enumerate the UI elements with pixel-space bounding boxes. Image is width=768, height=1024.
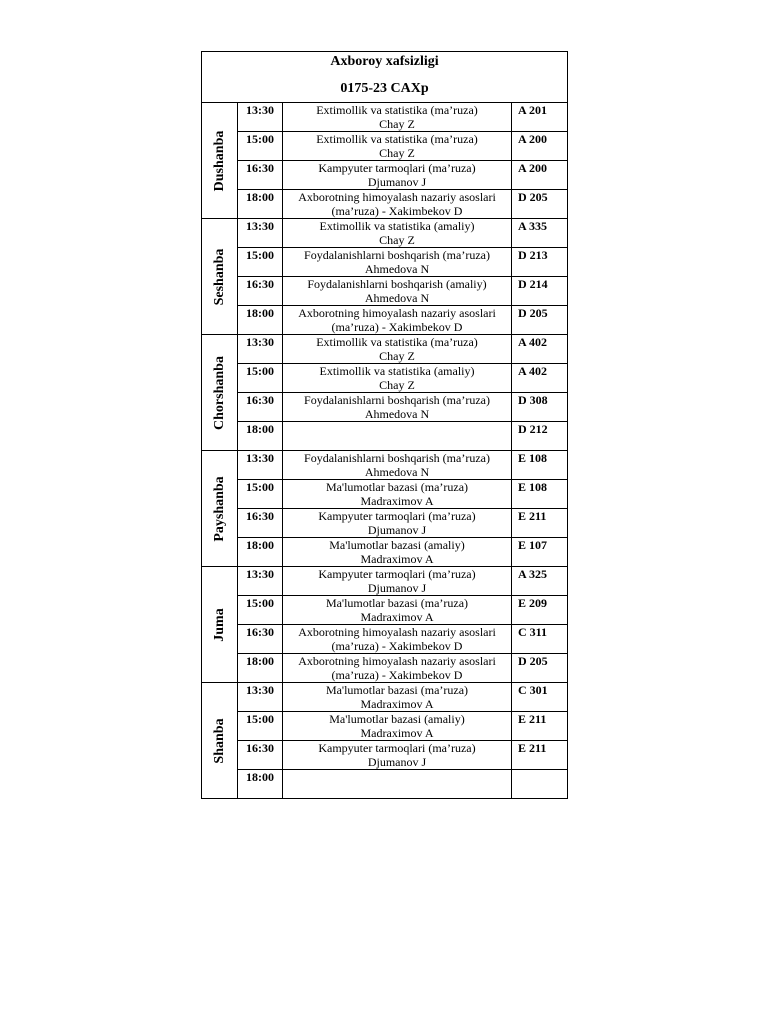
lesson-room: E 209 [512, 596, 568, 625]
lesson-teacher: Djumanov J [367, 754, 427, 769]
lesson-subject: Foydalanishlarni boshqarish (amaliy) [307, 277, 487, 291]
lesson-subject-cell [283, 306, 512, 335]
day-name: Payshanba [211, 475, 227, 542]
lesson-time: 18:00 [238, 538, 283, 567]
day-name: Chorshanba [211, 355, 227, 430]
lesson-subject-cell [283, 364, 512, 393]
lesson-row [202, 132, 568, 161]
lesson-room: E 108 [512, 480, 568, 509]
lesson-subject: Extimollik va statistika (amaliy) [319, 364, 475, 378]
lesson-row [202, 712, 568, 741]
lesson-subject: Axborotning himoyalash nazariy asoslari [298, 306, 496, 320]
lesson-subject: Foydalanishlarni boshqarish (ma’ruza) [304, 248, 490, 262]
lesson-subject-cell [283, 393, 512, 422]
lesson-subject-cell [283, 335, 512, 364]
day-name: Juma [211, 607, 227, 642]
lesson-teacher: Madraximov A [360, 493, 434, 508]
schedule-header [202, 52, 568, 103]
lesson-row [202, 596, 568, 625]
lesson-time: 13:30 [238, 219, 283, 248]
lesson-subject: Foydalanishlarni boshqarish (ma’ruza) [304, 393, 490, 407]
schedule-header-row [202, 52, 568, 103]
lesson-subject: Extimollik va statistika (ma’ruza) [316, 132, 478, 146]
lesson-room: A 200 [512, 132, 568, 161]
lesson-subject-cell [283, 770, 512, 799]
lesson-teacher: (ma’ruza) - Xakimbekov D [331, 638, 463, 653]
lesson-subject: Axborotning himoyalash nazariy asoslari [298, 625, 496, 639]
day-cell [202, 567, 238, 683]
lesson-subject: Foydalanishlarni boshqarish (ma’ruza) [304, 451, 490, 465]
lesson-time: 18:00 [238, 190, 283, 219]
lesson-subject-cell [283, 480, 512, 509]
lesson-time: 13:30 [238, 451, 283, 480]
lesson-room: E 211 [512, 741, 568, 770]
lesson-row [202, 683, 568, 712]
lesson-subject: Kampyuter tarmoqlari (ma’ruza) [318, 161, 476, 175]
lesson-room: D 205 [512, 306, 568, 335]
lesson-time: 15:00 [238, 364, 283, 393]
lesson-teacher: Djumanov J [367, 174, 427, 189]
lesson-teacher: Ahmedova N [364, 290, 430, 305]
lesson-subject: Extimollik va statistika (amaliy) [319, 219, 475, 233]
lesson-teacher: (ma’ruza) - Xakimbekov D [331, 667, 463, 682]
lesson-time: 16:30 [238, 277, 283, 306]
lesson-subject: Ma'lumotlar bazasi (amaliy) [329, 712, 465, 726]
schedule-table [201, 51, 568, 799]
lesson-subject: Ma'lumotlar bazasi (ma’ruza) [325, 596, 469, 610]
lesson-time: 18:00 [238, 422, 283, 451]
lesson-teacher: (ma’ruza) - Xakimbekov D [331, 319, 463, 334]
lesson-teacher: Madraximov A [360, 609, 434, 624]
lesson-subject-cell [283, 451, 512, 480]
lesson-room: C 311 [512, 625, 568, 654]
lesson-subject-cell [283, 567, 512, 596]
lesson-time: 15:00 [238, 596, 283, 625]
lesson-row [202, 103, 568, 132]
lesson-subject-cell [283, 741, 512, 770]
lesson-teacher: Chay Z [379, 377, 415, 392]
lesson-row [202, 190, 568, 219]
lesson-row [202, 364, 568, 393]
lesson-subject: Extimollik va statistika (ma’ruza) [316, 103, 478, 117]
schedule-title: Axboroy xafsizligi [330, 54, 439, 69]
lesson-row [202, 654, 568, 683]
lesson-subject: Ma'lumotlar bazasi (ma’ruza) [325, 480, 469, 494]
lesson-row [202, 451, 568, 480]
lesson-row [202, 306, 568, 335]
lesson-subject: Ma'lumotlar bazasi (amaliy) [329, 538, 465, 552]
lesson-teacher: Chay Z [379, 145, 415, 160]
lesson-subject: Axborotning himoyalash nazariy asoslari [298, 654, 496, 668]
lesson-teacher: Djumanov J [367, 580, 427, 595]
lesson-row [202, 480, 568, 509]
lesson-subject: Kampyuter tarmoqlari (ma’ruza) [318, 509, 476, 523]
lesson-time: 13:30 [238, 683, 283, 712]
lesson-room: E 107 [512, 538, 568, 567]
day-cell [202, 219, 238, 335]
lesson-subject-cell [283, 683, 512, 712]
lesson-subject-cell [283, 538, 512, 567]
lesson-teacher: Ahmedova N [364, 406, 430, 421]
lesson-room: D 205 [512, 190, 568, 219]
lesson-room: D 205 [512, 654, 568, 683]
lesson-subject-cell [283, 625, 512, 654]
lesson-row [202, 393, 568, 422]
lesson-room: E 211 [512, 712, 568, 741]
lesson-row [202, 422, 568, 451]
lesson-subject-cell [283, 103, 512, 132]
lesson-time: 18:00 [238, 654, 283, 683]
lesson-subject-cell [283, 422, 512, 451]
lesson-room: A 201 [512, 103, 568, 132]
lesson-row [202, 770, 568, 799]
lesson-room: D 214 [512, 277, 568, 306]
lesson-subject-cell [283, 596, 512, 625]
lesson-teacher: Madraximov A [360, 551, 434, 566]
lesson-subject-cell [283, 712, 512, 741]
lesson-subject-cell [283, 509, 512, 538]
lesson-time: 15:00 [238, 248, 283, 277]
lesson-room: D 212 [512, 422, 568, 451]
lesson-row [202, 161, 568, 190]
lesson-time: 15:00 [238, 480, 283, 509]
lesson-room: A 200 [512, 161, 568, 190]
lesson-time: 16:30 [238, 625, 283, 654]
lesson-row [202, 625, 568, 654]
lesson-subject-cell [283, 132, 512, 161]
lesson-time: 18:00 [238, 306, 283, 335]
lesson-room: D 213 [512, 248, 568, 277]
lesson-subject: Kampyuter tarmoqlari (ma’ruza) [318, 741, 476, 755]
lesson-row [202, 335, 568, 364]
lesson-room: E 211 [512, 509, 568, 538]
lesson-subject-cell [283, 277, 512, 306]
lesson-subject: Extimollik va statistika (ma’ruza) [316, 335, 478, 349]
lesson-row [202, 219, 568, 248]
lesson-room: D 308 [512, 393, 568, 422]
day-cell [202, 683, 238, 799]
lesson-room: A 325 [512, 567, 568, 596]
lesson-row [202, 538, 568, 567]
lesson-room: A 402 [512, 335, 568, 364]
lesson-row [202, 248, 568, 277]
lesson-time: 16:30 [238, 393, 283, 422]
lesson-row [202, 741, 568, 770]
lesson-row [202, 567, 568, 596]
lesson-room: C 301 [512, 683, 568, 712]
day-cell [202, 335, 238, 451]
lesson-time: 15:00 [238, 712, 283, 741]
lesson-row [202, 509, 568, 538]
lesson-subject-cell [283, 248, 512, 277]
lesson-teacher: Ahmedova N [364, 261, 430, 276]
lesson-subject-cell [283, 161, 512, 190]
lesson-time: 15:00 [238, 132, 283, 161]
day-cell [202, 103, 238, 219]
day-name: Seshanba [211, 248, 227, 305]
lesson-time: 16:30 [238, 509, 283, 538]
lesson-teacher: Chay Z [379, 232, 415, 247]
lesson-teacher: Ahmedova N [364, 464, 430, 479]
lesson-subject-cell [283, 190, 512, 219]
day-name: Dushanba [211, 130, 227, 191]
lesson-subject-cell [283, 219, 512, 248]
lesson-teacher: Madraximov A [360, 696, 434, 711]
lesson-subject: Axborotning himoyalash nazariy asoslari [298, 190, 496, 204]
lesson-room: A 335 [512, 219, 568, 248]
day-cell [202, 451, 238, 567]
lesson-teacher: Chay Z [379, 116, 415, 131]
lesson-subject: Ma'lumotlar bazasi (ma’ruza) [325, 683, 469, 697]
lesson-subject: Kampyuter tarmoqlari (ma’ruza) [318, 567, 476, 581]
lesson-time: 16:30 [238, 161, 283, 190]
lesson-row [202, 277, 568, 306]
lesson-teacher: Madraximov A [360, 725, 434, 740]
group-code: 0175-23 CAXp [340, 81, 429, 96]
lesson-teacher: Chay Z [379, 348, 415, 363]
lesson-time: 18:00 [238, 770, 283, 799]
lesson-room [512, 770, 568, 799]
lesson-room: E 108 [512, 451, 568, 480]
lesson-time: 16:30 [238, 741, 283, 770]
lesson-time: 13:30 [238, 335, 283, 364]
lesson-teacher: (ma’ruza) - Xakimbekov D [331, 203, 463, 218]
lesson-room: A 402 [512, 364, 568, 393]
lesson-time: 13:30 [238, 103, 283, 132]
lesson-teacher: Djumanov J [367, 522, 427, 537]
lesson-time: 13:30 [238, 567, 283, 596]
lesson-subject-cell [283, 654, 512, 683]
day-name: Shanba [211, 717, 227, 764]
